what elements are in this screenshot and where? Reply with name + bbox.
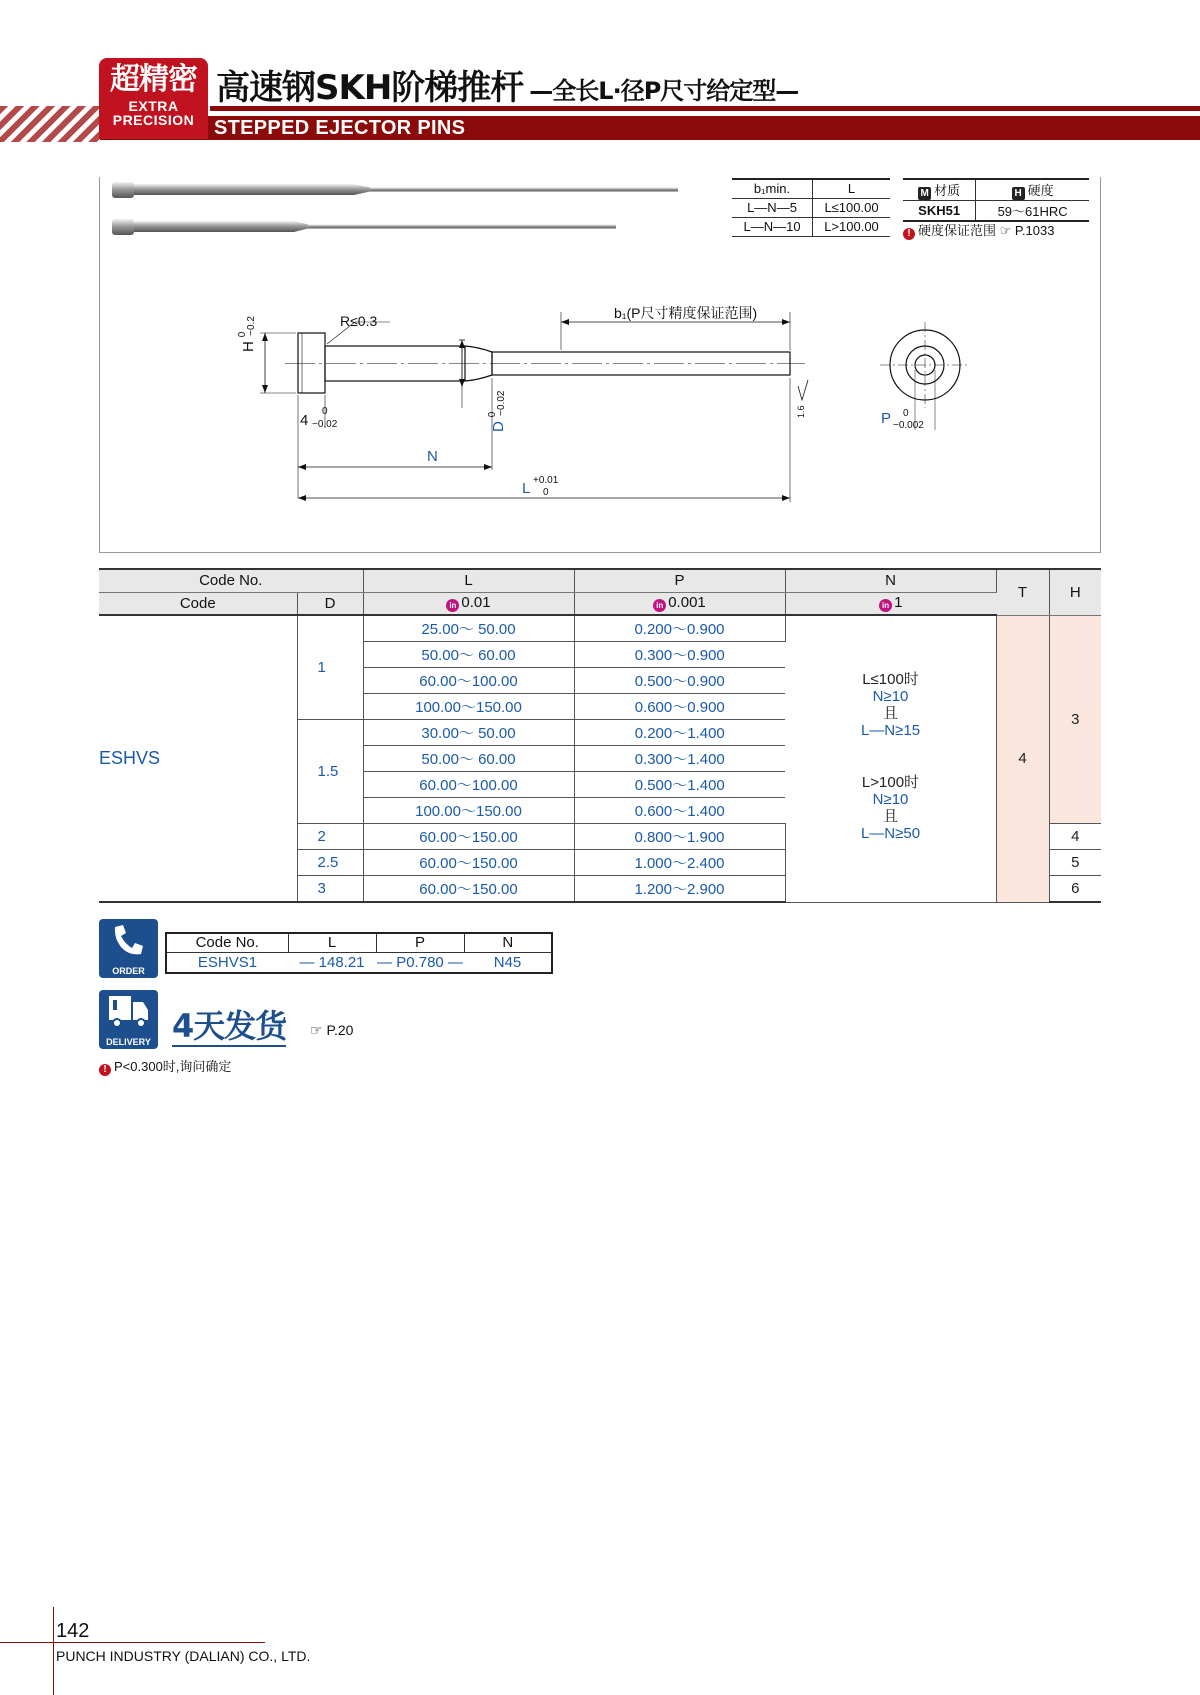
h-cell: 4 — [1049, 824, 1101, 850]
l-range: 50.00～ 60.00 — [363, 745, 574, 771]
title-english: STEPPED EJECTOR PINS — [214, 117, 466, 139]
h-cell: 5 — [1049, 850, 1101, 876]
l-range: 60.00～150.00 — [363, 850, 574, 876]
n-rule-line: L—N≥50 — [860, 825, 921, 842]
l-range: 100.00～150.00 — [363, 798, 574, 824]
footer-vertical-rule — [53, 1607, 54, 1695]
l-header: L — [813, 179, 890, 198]
h-cell: 6 — [1049, 876, 1101, 902]
increment-icon: in — [446, 599, 459, 612]
dimensions-table — [99, 568, 1101, 903]
delivery-note — [99, 1056, 231, 1076]
d-tol-bot: −0.02 — [496, 390, 507, 416]
badge-en-1: EXTRA — [128, 98, 179, 114]
material-label: 材质 — [934, 183, 961, 198]
p-range: 1.200～2.900 — [574, 876, 785, 902]
hardness-value: 59～61HRC — [976, 201, 1089, 222]
order-l: — 148.21 — [288, 952, 376, 973]
delivery-note-text: P<0.300时,询问确定 — [114, 1059, 232, 1074]
b1-header: b₁min. — [732, 179, 813, 198]
p-range: 0.600～0.900 — [574, 693, 785, 719]
badge-en-2: PRECISION — [112, 112, 195, 128]
table-row — [99, 615, 1101, 641]
badge-cn: 超精密 — [110, 62, 197, 97]
order-n: N45 — [464, 952, 552, 973]
p-range: 0.600～1.400 — [574, 798, 785, 824]
p-range: 1.000～2.400 — [574, 850, 785, 876]
d-tol-top: 0 — [487, 411, 498, 418]
order-th-l: L — [288, 933, 376, 952]
th-d: D — [297, 592, 363, 615]
truck-icon — [99, 990, 158, 1034]
b1-row1-l: L≤100.00 — [813, 198, 890, 217]
material-header — [903, 179, 976, 201]
delivery-ref[interactable]: ☞ P.20 — [310, 1022, 354, 1038]
material-icon: M — [918, 187, 931, 200]
l-step: 0.01 — [461, 594, 491, 612]
product-photo — [108, 178, 678, 248]
footer-horizontal-rule — [0, 1642, 265, 1643]
n-rule-line: L≤100时 — [862, 671, 919, 688]
p-step: 0.001 — [668, 594, 706, 612]
l-range: 100.00～150.00 — [363, 693, 574, 719]
h-cell: 3 — [1049, 615, 1101, 824]
material-spec-table — [903, 178, 1089, 222]
th-p: P — [574, 569, 785, 592]
b1-row2-b1: L—N—10 — [732, 217, 813, 236]
order-th-code: Code No. — [166, 933, 288, 952]
th-l-step — [363, 592, 574, 615]
n-rule-line: L>100时 — [861, 774, 920, 791]
h-letter: H — [240, 341, 257, 352]
h-tol-top: 0 — [237, 331, 248, 338]
l-range: 50.00～ 60.00 — [363, 641, 574, 667]
th-t: T — [996, 569, 1049, 615]
material-value: SKH51 — [903, 201, 976, 222]
l-range: 25.00～ 50.00 — [363, 615, 574, 641]
n-rule-line: N≥10 — [872, 688, 909, 705]
l-tol-bot: 0 — [543, 487, 549, 498]
b1-row1-b1: L—N—5 — [732, 198, 813, 217]
n-rule-line: L—N≥15 — [860, 722, 921, 739]
order-icon-label: ORDER — [112, 966, 145, 976]
l-range: 60.00～150.00 — [363, 824, 574, 850]
n-rule-line: 且 — [882, 705, 898, 722]
th-h: H — [1049, 569, 1101, 615]
order-th-p: P — [376, 933, 464, 952]
b1-label: b₁(P尺寸精度保证范围) — [614, 305, 758, 321]
d-cell: 2.5 — [297, 850, 363, 876]
th-n: N — [785, 569, 996, 592]
h-dim-label — [237, 308, 257, 352]
n-rule-cell — [785, 615, 996, 902]
info-icon: ! — [99, 1064, 111, 1076]
p-range: 0.200～1.400 — [574, 719, 785, 745]
l-range: 60.00～150.00 — [363, 876, 574, 902]
hardness-header — [976, 179, 1089, 201]
n-rule-line: N≥10 — [872, 791, 909, 808]
n-label: N — [427, 448, 438, 465]
title-main: 高速钢SKH阶梯推杆 — [216, 68, 524, 108]
d-cell: 3 — [297, 876, 363, 902]
l-tol-top: +0.01 — [533, 475, 559, 486]
b1-row2-l: L>100.00 — [813, 217, 890, 236]
r-label: R≤0.3 — [340, 313, 378, 329]
hardness-label: 硬度 — [1027, 183, 1054, 198]
technical-drawing — [230, 300, 990, 515]
four-tol-bot: −0.02 — [312, 419, 338, 430]
th-l: L — [363, 569, 574, 592]
increment-icon: in — [879, 599, 892, 612]
l-range: 60.00～100.00 — [363, 772, 574, 798]
page-number: 142 — [56, 1620, 90, 1642]
th-p-step — [574, 592, 785, 615]
delivery-days: 4天发货 — [172, 1007, 287, 1045]
order-icon — [99, 919, 158, 978]
th-code-no: Code No. — [99, 569, 363, 592]
n-step: 1 — [894, 594, 903, 612]
th-n-step — [785, 592, 996, 615]
order-p: — P0.780 — — [376, 952, 464, 973]
order-th-n: N — [464, 933, 552, 952]
roughness-value: 1.6 — [796, 405, 806, 418]
hardness-note — [903, 220, 1054, 240]
company-name: PUNCH INDUSTRY (DALIAN) CO., LTD. — [56, 1648, 311, 1664]
extra-precision-badge — [99, 58, 208, 139]
d-cell: 2 — [297, 824, 363, 850]
d-dim-label — [487, 383, 507, 433]
n-rule-line: 且 — [882, 808, 898, 825]
p-range: 0.200～0.900 — [574, 615, 785, 641]
p-range: 0.300～1.400 — [574, 745, 785, 771]
p-range: 0.800～1.900 — [574, 824, 785, 850]
d-cell: 1.5 — [297, 719, 363, 823]
p-range: 0.500～0.900 — [574, 667, 785, 693]
l-range: 30.00～ 50.00 — [363, 719, 574, 745]
l-range: 60.00～100.00 — [363, 667, 574, 693]
info-icon: ! — [903, 228, 915, 240]
four-label: 4 — [300, 412, 309, 429]
th-code: Code — [99, 592, 297, 615]
four-tol-top: 0 — [322, 406, 328, 417]
pin-photo-short — [112, 219, 616, 235]
title-sub: —全长L·径P尺寸给定型— — [529, 77, 799, 105]
header-stripes — [0, 106, 100, 142]
p-range: 0.500～1.400 — [574, 772, 785, 798]
increment-icon: in — [653, 599, 666, 612]
hardness-icon: H — [1012, 187, 1025, 200]
p-range: 0.300～0.900 — [574, 641, 785, 667]
order-code: ESHVS1 — [166, 952, 288, 973]
b1-spec-table — [732, 178, 890, 237]
delivery-icon — [99, 990, 158, 1049]
hardness-note-ref[interactable]: ☞ P.1033 — [999, 223, 1055, 238]
order-example-table — [165, 932, 553, 974]
code-cell: ESHVS — [99, 615, 297, 902]
h-tol-bot: −0.2 — [246, 316, 257, 336]
p-label: P — [881, 410, 892, 427]
l-label: L — [522, 480, 531, 497]
delivery-icon-label: DELIVERY — [106, 1037, 151, 1047]
p-tol-top: 0 — [903, 408, 909, 419]
t-cell: 4 — [996, 615, 1049, 902]
p-tol-bot: −0.002 — [893, 420, 924, 431]
phone-icon — [99, 919, 158, 963]
hardness-note-text: 硬度保证范围 — [918, 223, 997, 238]
d-letter: D — [490, 421, 507, 432]
page-title — [216, 60, 798, 109]
pin-photo-long — [112, 182, 678, 198]
d-cell: 1 — [297, 615, 363, 719]
